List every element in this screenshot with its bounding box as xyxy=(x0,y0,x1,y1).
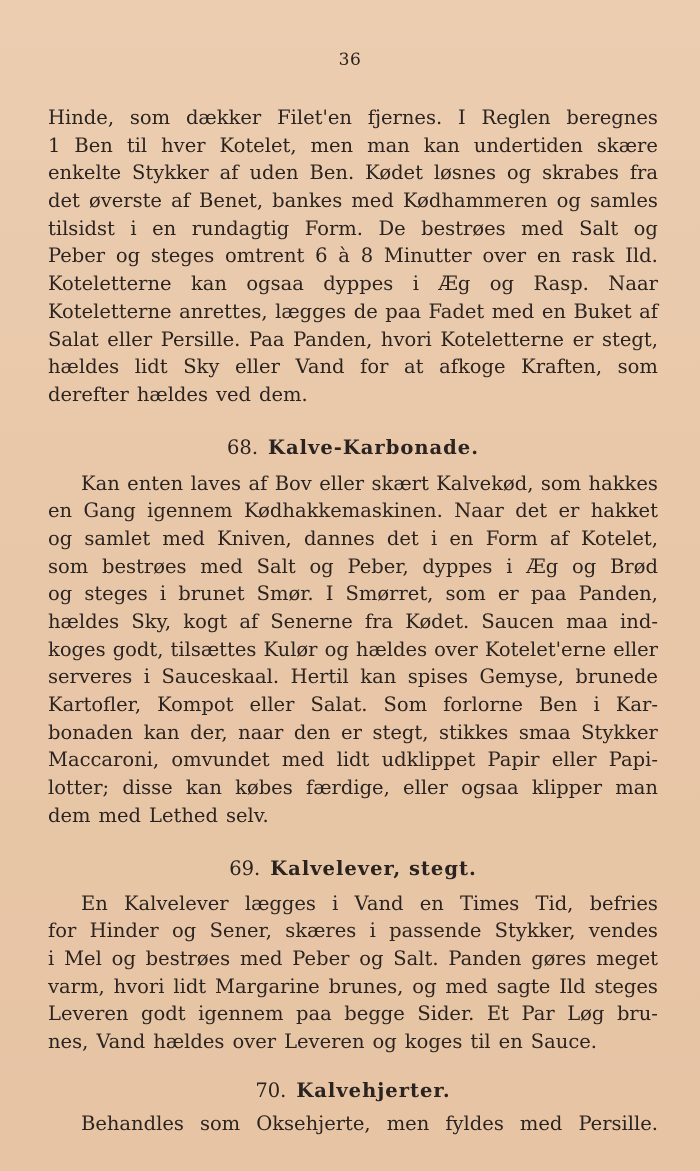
page-content xyxy=(48,104,658,1137)
text-line: Behandles som Oksehjerte, men fyldes med Persille. xyxy=(81,1111,658,1135)
text-line: koges godt, tilsættes Kulør og hældes over Kotelet'erne eller xyxy=(48,637,658,661)
text-line: hældes lidt Sky eller Vand for at afkoge Kraften, som xyxy=(48,355,658,379)
recipe-number: 68. xyxy=(227,435,259,459)
text-line: Hinde, som dækker Filet'en fjernes. I Reglen beregnes xyxy=(48,106,658,129)
paragraph xyxy=(48,104,658,409)
text-line: Kan enten laves af Bov eller skært Kalvekød, som hakkes xyxy=(81,471,658,495)
recipe-title: Kalvelever, stegt. xyxy=(270,856,477,880)
text-line: 1 Ben til hver Kotelet, men man kan undertiden skære xyxy=(48,133,658,157)
text-line: Maccaroni, omvundet med lidt udklippet Papir eller Papi- xyxy=(48,748,658,772)
recipe-number: 70. xyxy=(255,1078,287,1102)
text-line: En Kalvelever lægges i Vand en Times Tid, befries xyxy=(81,891,658,915)
paragraph xyxy=(48,470,658,830)
text-line: og samlet med Kniven, dannes det i en Form af Kotelet, xyxy=(48,526,658,550)
text-line: dem med Lethed selv. xyxy=(48,803,269,827)
page-number: 36 xyxy=(338,50,362,70)
text-line: derefter hældes ved dem. xyxy=(48,382,308,406)
recipe-title: Kalve-Karbonade. xyxy=(268,435,479,459)
recipe-number: 69. xyxy=(229,856,261,880)
text-line: Kartofler, Kompot eller Salat. Som forlorne Ben i Kar- xyxy=(48,693,658,717)
text-line: lotter; disse kan købes færdige, eller ogsaa klipper man xyxy=(48,776,658,800)
text-line: for Hinder og Sener, skæres i passende Stykker, vendes xyxy=(48,919,658,943)
paragraph xyxy=(48,1110,658,1138)
text-line: serveres i Sauceskaal. Hertil kan spises Gemyse, brunede xyxy=(48,665,658,689)
recipe-heading xyxy=(48,1077,658,1105)
recipe-title: Kalvehjerter. xyxy=(296,1078,451,1102)
paragraph xyxy=(48,890,658,1056)
text-line: hældes Sky, kogt af Senerne fra Kødet. Saucen maa ind- xyxy=(48,610,658,633)
text-line: Leveren godt igennem paa begge Sider. Et Par Løg bru- xyxy=(48,1002,658,1026)
text-line: Salat eller Persille. Paa Panden, hvori Koteletterne er stegt, xyxy=(48,327,658,351)
text-line: Peber og steges omtrent 6 à 8 Minutter over en rask Ild. xyxy=(48,244,658,268)
recipe-heading xyxy=(48,434,658,462)
text-line: varm, hvori lidt Margarine brunes, og med sagte Ild steges xyxy=(48,974,658,998)
recipe-heading xyxy=(48,855,658,883)
text-line: enkelte Stykker af uden Ben. Kødet løsnes og skrabes fra xyxy=(48,161,658,185)
text-line: nes, Vand hældes over Leveren og koges til en Sauce. xyxy=(48,1029,597,1053)
text-line: Koteletterne anrettes, lægges de paa Fadet med en Buket af xyxy=(48,299,658,323)
text-line: bonaden kan der, naar den er stegt, stikkes smaa Stykker xyxy=(48,720,658,744)
text-line: som bestrøes med Salt og Peber, dyppes i Æg og Brød xyxy=(48,554,658,578)
text-line: det øverste af Benet, bankes med Kødhammeren og samles xyxy=(48,189,658,213)
text-line: tilsidst i en rundagtig Form. De bestrøes med Salt og xyxy=(48,216,658,240)
text-line: i Mel og bestrøes med Peber og Salt. Panden gøres meget xyxy=(48,946,658,970)
text-line: og steges i brunet Smør. I Smørret, som er paa Panden, xyxy=(48,582,658,606)
text-line: Koteletterne kan ogsaa dyppes i Æg og Rasp. Naar xyxy=(48,272,658,296)
text-line: en Gang igennem Kødhakkemaskinen. Naar det er hakket xyxy=(48,499,658,523)
